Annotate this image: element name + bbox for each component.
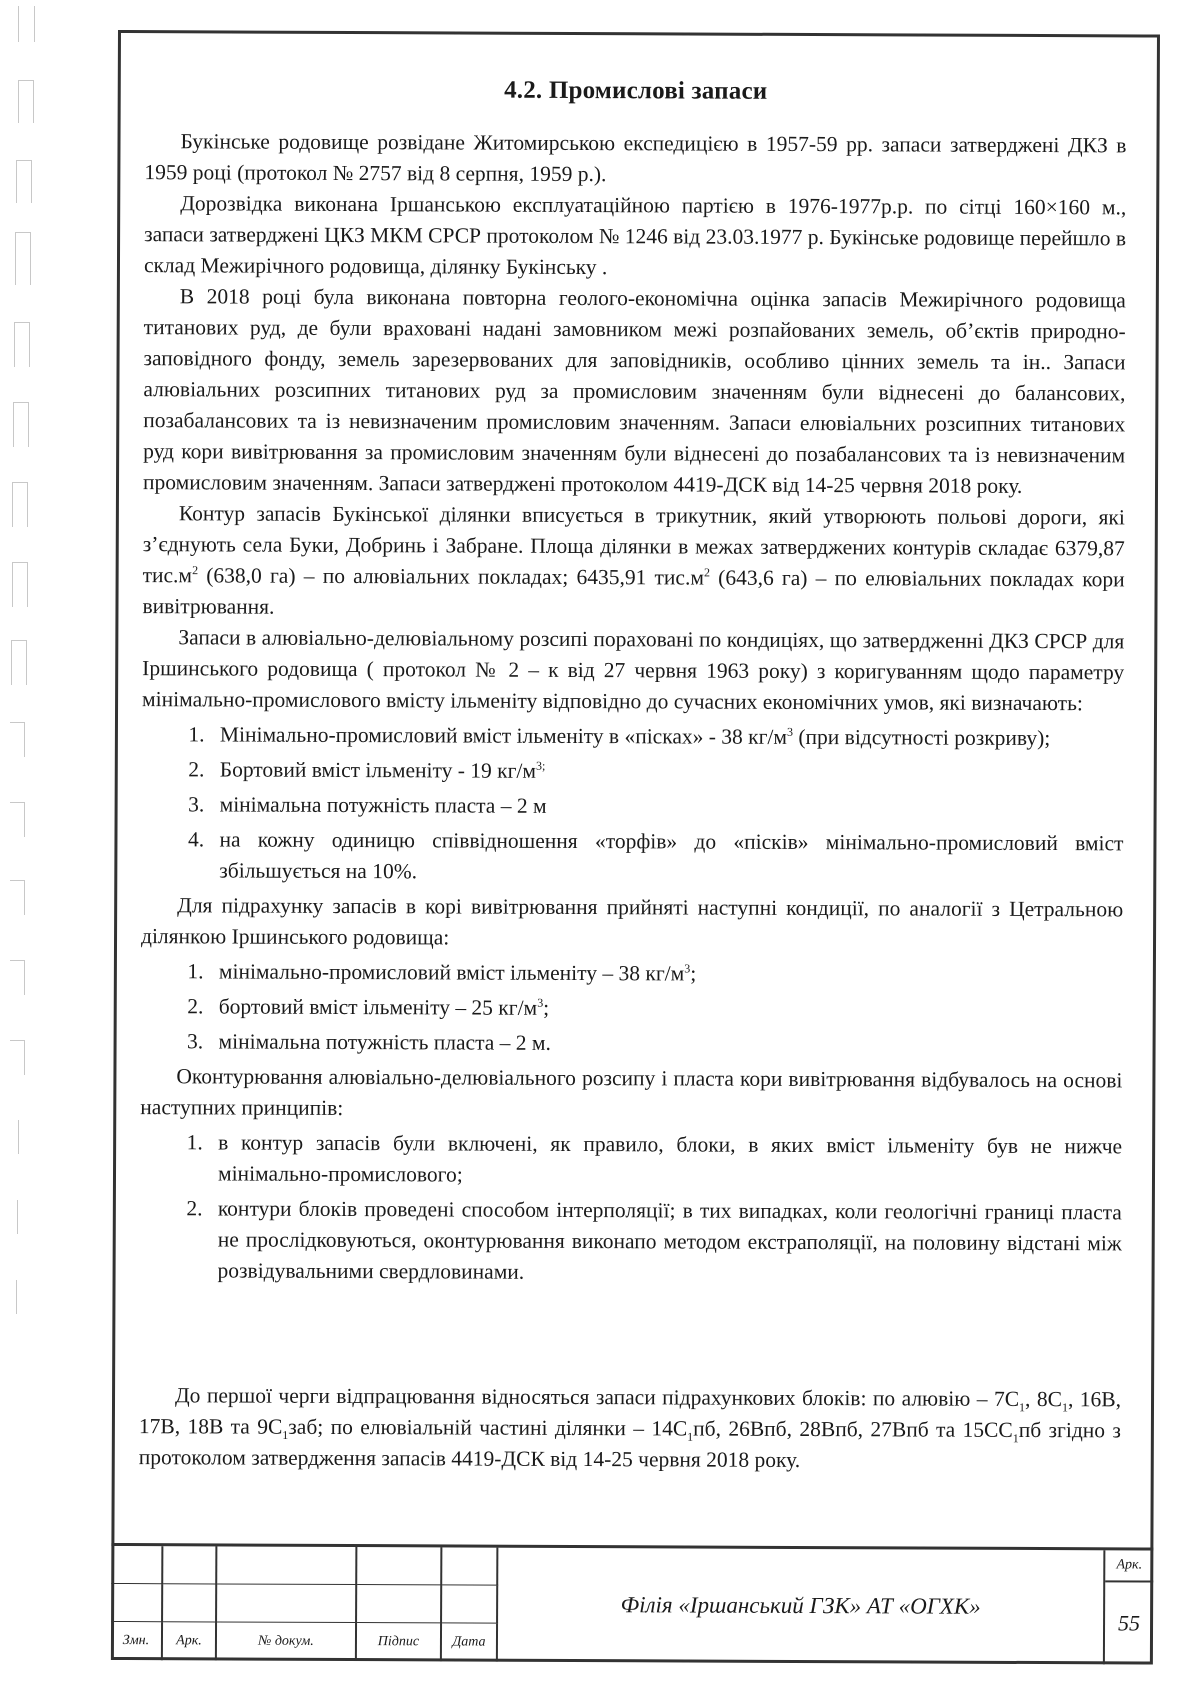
header-sheet: Арк.: [163, 1622, 217, 1660]
binding-mark: [18, 6, 19, 42]
revision-cell: [442, 1547, 498, 1585]
title-block: [111, 1543, 1154, 1665]
list-item: 1. Мінімально-промисловий вміст ільменіту в «пісках» - 38 $кг/м^3$ (при відсутності розкриву);: [210, 719, 1124, 754]
binding-mark: [10, 722, 25, 757]
contouring-principles-list: [140, 1127, 1123, 1290]
binding-mark: [10, 1040, 25, 1075]
binding-mark: [15, 232, 31, 285]
list-item: 1. мінімально-промисловий вміст ільменіту – 38 $кг/м^3$;: [209, 956, 1123, 991]
binding-mark: [11, 640, 27, 685]
organization-name: Філія «Іршанський ГЗК» АТ «ОГХК»: [498, 1548, 1105, 1665]
header-date: Дата: [442, 1623, 498, 1661]
revision-cell: [163, 1546, 217, 1584]
sheet-number-box: [1105, 1550, 1153, 1664]
list-item: 3. мінімальна потужність пласта – 2 м: [210, 789, 1124, 824]
sheet-number: 55: [1118, 1610, 1141, 1636]
revision-cell: [357, 1585, 442, 1623]
binding-mark: [16, 160, 32, 203]
header-signature: Підпис: [357, 1623, 442, 1661]
binding-mark: [18, 80, 34, 123]
header-doc-number: № докум.: [217, 1622, 357, 1661]
list-item: 2. Бортовий вміст ільменіту - 19 $кг/м^{3;}$: [210, 754, 1124, 789]
binding-mark: [34, 6, 35, 42]
revision-table: [111, 1546, 498, 1662]
paragraph-eluvial-conditions: Для підрахунку запасів в корі вивітрювання прийняті наступні кондиції, по аналогії з Цетральною ділянкою Іршинського родовища:: [140, 893, 1124, 950]
revision-cell: [217, 1546, 357, 1585]
revision-cell: [163, 1584, 217, 1622]
paragraph-2018-assessment: В 2018 році була виконана повторна геолого-економічна оцінка запасів Межирічного родовища титанових руд, де були враховані надані замовником межі розпайованих земель, об’єктів природно-заповідного фонду, земель зарезервованих для заповідників, особливо цінних земель та ін.. Запаси алювіальних розсипних титанових руд за промисловим значенням були віднесені до балансових, позабалансових та із невизначеним промисловим значенням. Запаси елювіальних розсипних титанових руд кори вивітрювання за промисловим значенням були віднесені до позабалансових та із невизначеним промисловим значенням. Запаси затверджені протоколом 4419-ДСК від 14-25 червня 2018 року.: [142, 284, 1126, 498]
binding-hole-marks: [10, 0, 50, 1683]
page-frame: [111, 30, 1160, 1665]
list-item: 2. контури блоків проведені способом інтерполяції; в тих випадках, коли геологічні границі пласта не прослідковуються, оконтурювання виконапо методом екстраполяції, на половину відстані між розвідувальними свердловинами.: [208, 1193, 1122, 1290]
paragraph-contouring-principles: Оконтурювання алювіально-делювіального розсипу і пласта кори вивітрювання відбувалось на основі наступних принципів:: [140, 1064, 1123, 1120]
list-item: 2. бортовий вміст ільменіту – 25 $кг/м^3$;: [209, 991, 1123, 1026]
revision-cell: [217, 1584, 357, 1623]
spacer: [139, 1290, 1121, 1384]
binding-mark: [16, 1280, 17, 1314]
eluvial-conditions-list: [141, 956, 1123, 1061]
list-item: 4. на кожну одиницю співвідношення «торфів» до «пісків» мінімально-промисловий вміст збільшується на 10%.: [209, 824, 1123, 890]
binding-mark: [14, 322, 30, 367]
revision-cell: [111, 1584, 163, 1622]
paragraph-additional-exploration: Дорозвідка виконана Іршанською експлуатаційною партією в 1976-1977р.р. по сітці 160×160 м., запаси затверджені ЦКЗ МКМ СРСР протоколом № 1246 від 23.03.1977 р. Букінське родовище перейшло в склад Межирічного родовища, ділянку Букінську .: [143, 191, 1127, 280]
list-item: 1. в контур запасів були включені, як правило, блоки, в яких вміст ільменіту був не нижче мінімально-промислового;: [208, 1127, 1122, 1193]
alluvial-conditions-list: [141, 719, 1124, 890]
section-title: 4.2. Промислові запаси: [504, 76, 768, 105]
binding-mark: [12, 562, 28, 607]
binding-mark: [10, 802, 25, 837]
revision-cell: [357, 1547, 442, 1585]
binding-mark: [18, 1120, 19, 1154]
revision-cell: [111, 1546, 163, 1584]
binding-mark: [13, 402, 29, 447]
binding-mark: [10, 960, 25, 995]
paragraph-alluvial-conditions: Запаси в алювіально-делювіальному розсипі пораховані по кондиціях, що затвердженні ДКЗ СРСР для Іршинського родовища ( протокол № 2 – к від 27 червня 1963 року) з коригуванням щодо параметру мінімально-промислового вмісту ільменіту відповідно до сучасних економічних умов, які визначають:: [142, 625, 1125, 716]
list-item: 3. мінімальна потужність пласта – 2 м.: [209, 1026, 1123, 1061]
revision-cell: [442, 1585, 498, 1623]
page-content: [139, 73, 1127, 1477]
binding-mark: [17, 1200, 18, 1234]
sheet-label: Арк.: [1105, 1550, 1153, 1582]
paragraph-contour-area: Контур запасів Букінської ділянки вписується в трикутник, який утворюють польові дороги, які з’єднують села Буки, Добринь і Забране. Площа ділянки в межах затверджених контурів складає 6379,87 $тис.м^2$ (638,0 га) – по алювіальних покладах; 6435,91 $тис.м^2$ (643,6 га) – по елювіальних покладах кори вивітрювання.: [142, 501, 1125, 619]
paragraph-first-stage-blocks: До першої черги відпрацювання відносяться запаси підрахункових блоків: по алювію – $7С_1$, $8С_1$, 16В, 17В, 18В та $9С_1заб$; по елювіальній частині ділянки – $14С_1пб$, 26Впб, 28Впб, 27Впб та $15СС_1пб$ згідно з протоколом затвердження запасів 4419-ДСК від 14-25 червня 2018 року.: [138, 1383, 1122, 1472]
binding-mark: [12, 482, 28, 527]
paragraph-discovery: Букінське родовище розвідане Житомирською експедицією в 1957-59 рр. запаси затверджені ДКЗ в 1959 році (протокол № 2757 від 8 серпня, 1959 р.).: [144, 129, 1127, 187]
header-change: Змн.: [111, 1622, 163, 1660]
binding-mark: [10, 880, 25, 915]
